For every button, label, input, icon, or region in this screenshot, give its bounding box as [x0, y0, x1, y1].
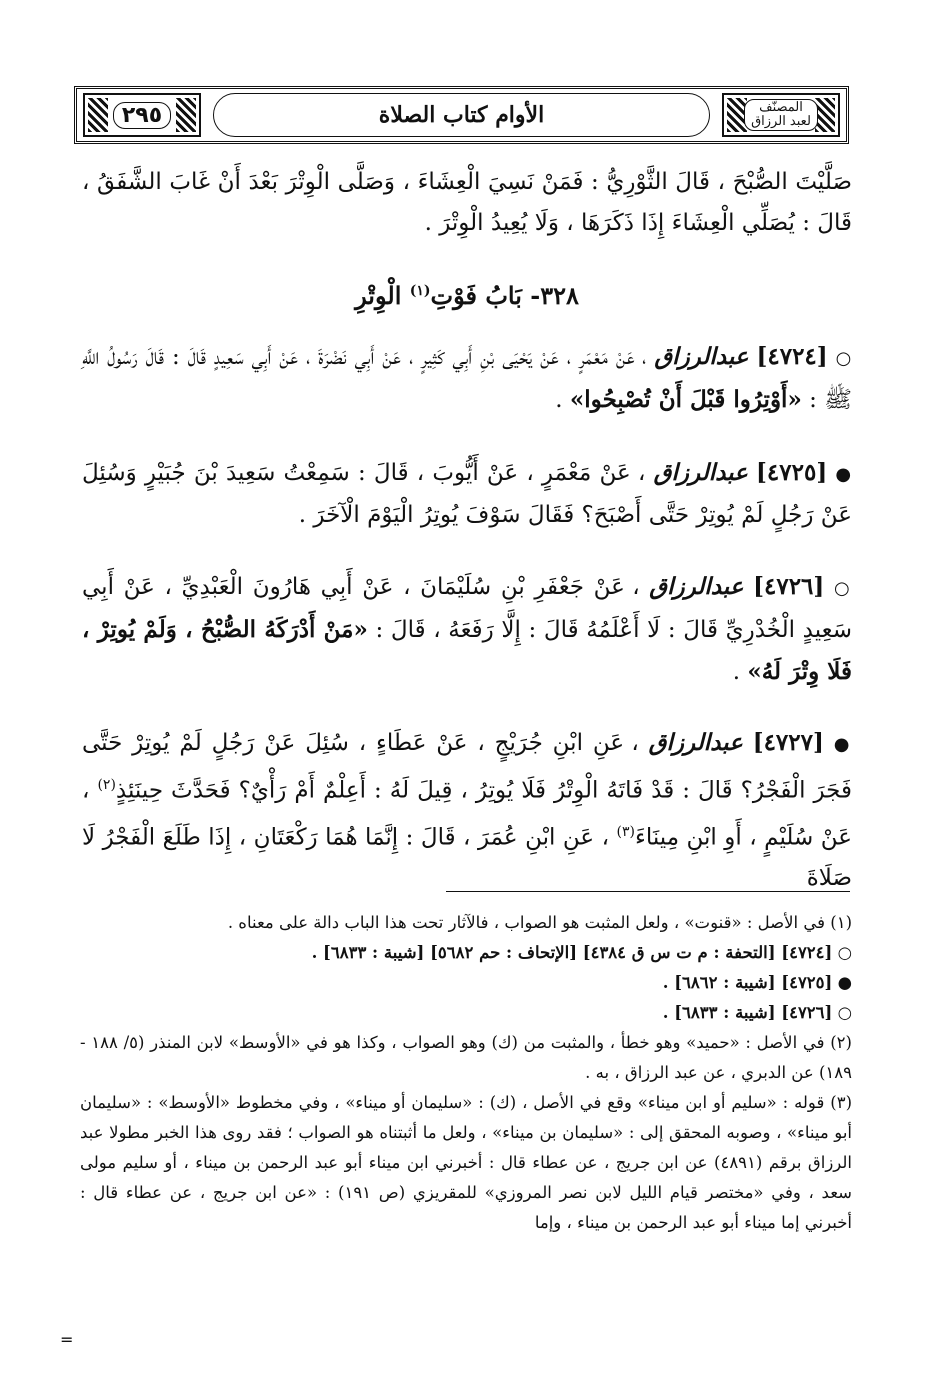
chapter-footnote-ref: (١): [409, 283, 431, 299]
hadith-marker-hollow: ○: [835, 348, 852, 369]
hadith-number: [٤٧٢٤]: [756, 343, 828, 370]
takhrij-marker: ○: [837, 943, 852, 962]
hadith-marker-filled: ●: [833, 734, 852, 755]
hadith-narrator: عبدالرزاق: [654, 343, 749, 370]
hadith-narrator: عبدالرزاق: [653, 459, 748, 486]
book-logo-line1: المصنّف: [759, 100, 803, 115]
footnote-separator: [446, 891, 850, 892]
takhrij-text: [٤٧٢٦] [شيبة : ٦٨٣٣] .: [662, 1003, 833, 1022]
book-logo-frame: [722, 93, 840, 137]
hadith-text: ، عَنْ مَعْمَرٍ ، عَنْ أَيُّوبَ ، قَالَ : سَمِعْتُ سَعِيدَ بْنَ جُبَيْرٍ وَسُئِلَ عَنْ رَجُلٍ لَمْ يُوتِرْ حَتَّى أَصْبَحَ؟ فَقَالَ سَوْفَ يُوتِرُ الْيَوْمَ الْآخَرَ .: [82, 460, 852, 528]
page-number-frame: [83, 93, 201, 137]
footnote-ref-3: (٣): [616, 823, 635, 840]
hadith-quote: «أَوْتِرُوا قَبْلَ أَنْ تُصْبِحُوا»: [569, 386, 802, 413]
footnote-3: (٣) قوله : «سليم أو ابن ميناء» وقع في الأصل ، (ك) : «سليمان أو ميناء» ، وفي مخطوط «الأوسط» : «سليمان أبو ميناء» ، وصوبه المحقق إلى : «سليمان بن ميناء» ، ولعل ما أثبتناه هو الصواب ؛ فقد روى هذا الخبر مطولا عبد الرزاق برقم (٤٨٩١) عن ابن جريج ، عن عطاء قال : أخبرني ابن ميناء أبو عبد الرحمن بن ميناء ، أو سليم مولى سعد ، وفي «مختصر قيام الليل لابن نصر المروزي» للمقريزي (ص ١٩١) : «عن ابن جريج ، عن عطاء قال : أخبرني إما ميناء أبو عبد الرحمن بن ميناء ، وإما: [80, 1093, 853, 1232]
hadith-number: [٤٧٢٦]: [753, 573, 825, 600]
takhrij-marker: ●: [837, 973, 852, 992]
footnotes: [80, 908, 852, 1238]
takhrij-4725: [80, 968, 852, 998]
page-header: [74, 86, 849, 144]
hadith-number: [٤٧٢٧]: [752, 729, 824, 756]
footnote-2: (٢) في الأصل : «حميد» وهو خطأ ، والمثبت من (ك) وهو الصواب ، وكذا هو في «الأوسط» لابن المنذر (٥/ ١٨٨ - ١٨٩) عن الدبري ، عن عبد الرزاق ، به .: [80, 1033, 852, 1082]
hadith-marker-filled: ●: [835, 464, 852, 485]
hadith-4726: [82, 566, 852, 693]
chapter-heading: [82, 281, 852, 310]
running-title: الأوام كتاب الصلاة: [213, 93, 710, 137]
hadith-text-2: ، عَنْ سُلَيْمٍ ، أَوِ ابْنِ مِينَاءَ: [82, 777, 852, 851]
intro-line-2: قَالَ : يُصَلِّي الْعِشَاءَ إِذَا ذَكَرَهَا ، وَلَا يُعِيدُ الْوِتْرَ .: [424, 210, 852, 236]
hadith-number: [٤٧٢٥]: [756, 459, 828, 486]
book-logo-line2: لعبد الرزاق: [751, 114, 811, 129]
hadith-text: ، عَنْ جَعْفَرِ بْنِ سُلَيْمَانَ ، عَنْ أَبِي هَارُونَ الْعَبْدِيِّ ، عَنْ أَبِي سَعِيدٍ الْخُدْرِيِّ قَالَ : لَا أَعْلَمُهُ قَالَ : إِلَّا رَفَعَهُ ، قَالَ :: [82, 574, 853, 643]
hadith-text-3: ، عَنِ ابْنِ عُمَرَ ، قَالَ : إِنَّمَا هُمَا رَكْعَتَانِ ، إِذَا طَلَعَ الْفَجْرُ لَا صَلَاةَ: [82, 824, 852, 892]
intro-text: [82, 162, 852, 244]
chapter-title-end: الْوِتْرِ: [355, 281, 402, 310]
hadith-quote: «مَنْ أَدْرَكَهُ الصُّبْحُ ، وَلَمْ يُوتِرْ ، فَلَا وِتْرَ لَهُ»: [82, 616, 852, 685]
hadith-4725: [82, 452, 852, 536]
continuation-mark: =: [60, 1330, 74, 1349]
hadith-4724: [82, 336, 852, 421]
takhrij-4724: [80, 938, 852, 968]
hadith-text-end: .: [555, 387, 563, 413]
takhrij-text: [٤٧٢٥] [شيبة : ٦٨٦٢] .: [662, 973, 833, 992]
hadith-4727: [82, 722, 852, 899]
hadith-narrator: عبدالرزاق: [649, 573, 744, 600]
hadith-narrator: عبدالرزاق: [648, 729, 743, 756]
chapter-title: ٣٢٨- بَابُ فَوْتِ: [430, 281, 579, 310]
footnote-ref-2: (٢): [97, 777, 116, 793]
footnote-1: (١) في الأصل : «قنوت» ، ولعل المثبت هو الصواب ، فالآثار تحت هذا الباب دالة على معناه .: [227, 913, 852, 932]
hadith-marker-hollow: ○: [833, 578, 853, 599]
book-logo: [744, 99, 818, 131]
takhrij-4726: [80, 998, 852, 1028]
takhrij-text: [٤٧٢٤] [التحفة : م ت س ق ٤٣٨٤] [الإتحاف : حم ٥٦٨٢] [شيبة : ٦٨٣٣] .: [311, 943, 833, 962]
hadith-text: ، عَنِ ابْنِ جُرَيْجٍ ، عَنْ عَطَاءٍ ، سُئِلَ عَنْ رَجُلٍ لَمْ يُوتِرْ حَتَّى فَجَرَ الْفَجْرُ؟ قَالَ : قَدْ فَاتَهُ الْوِتْرُ فَلَا يُوتِرُ ، قِيلَ لَهُ : أَعِلْمٌ أَمْ رَأْيٌ؟ فَحَدَّثَ حِينَئِذٍ: [82, 730, 852, 804]
hadith-text: ، عَنْ مَعْمَرٍ ، عَنْ يَحْيَى بْنِ أَبِي كَثِيرٍ ، عَنْ أَبِي نَضْرَةَ ، عَنْ أَبِي سَعِيدٍ قَالَ : قَالَ رَسُولُ اللَّهِ ﷺ :: [82, 344, 852, 413]
intro-line-1: صَلَّيْتَ الصُّبْحَ ، قَالَ الثَّوْرِيُّ : فَمَنْ نَسِيَ الْعِشَاءَ ، وَصَلَّى الْوِتْرَ بَعْدَ أَنْ غَابَ الشَّفَقُ ،: [82, 169, 852, 195]
hadith-text-end: .: [732, 659, 741, 685]
page-number: ٢٩٥: [113, 102, 171, 129]
takhrij-marker: ○: [837, 1003, 852, 1022]
